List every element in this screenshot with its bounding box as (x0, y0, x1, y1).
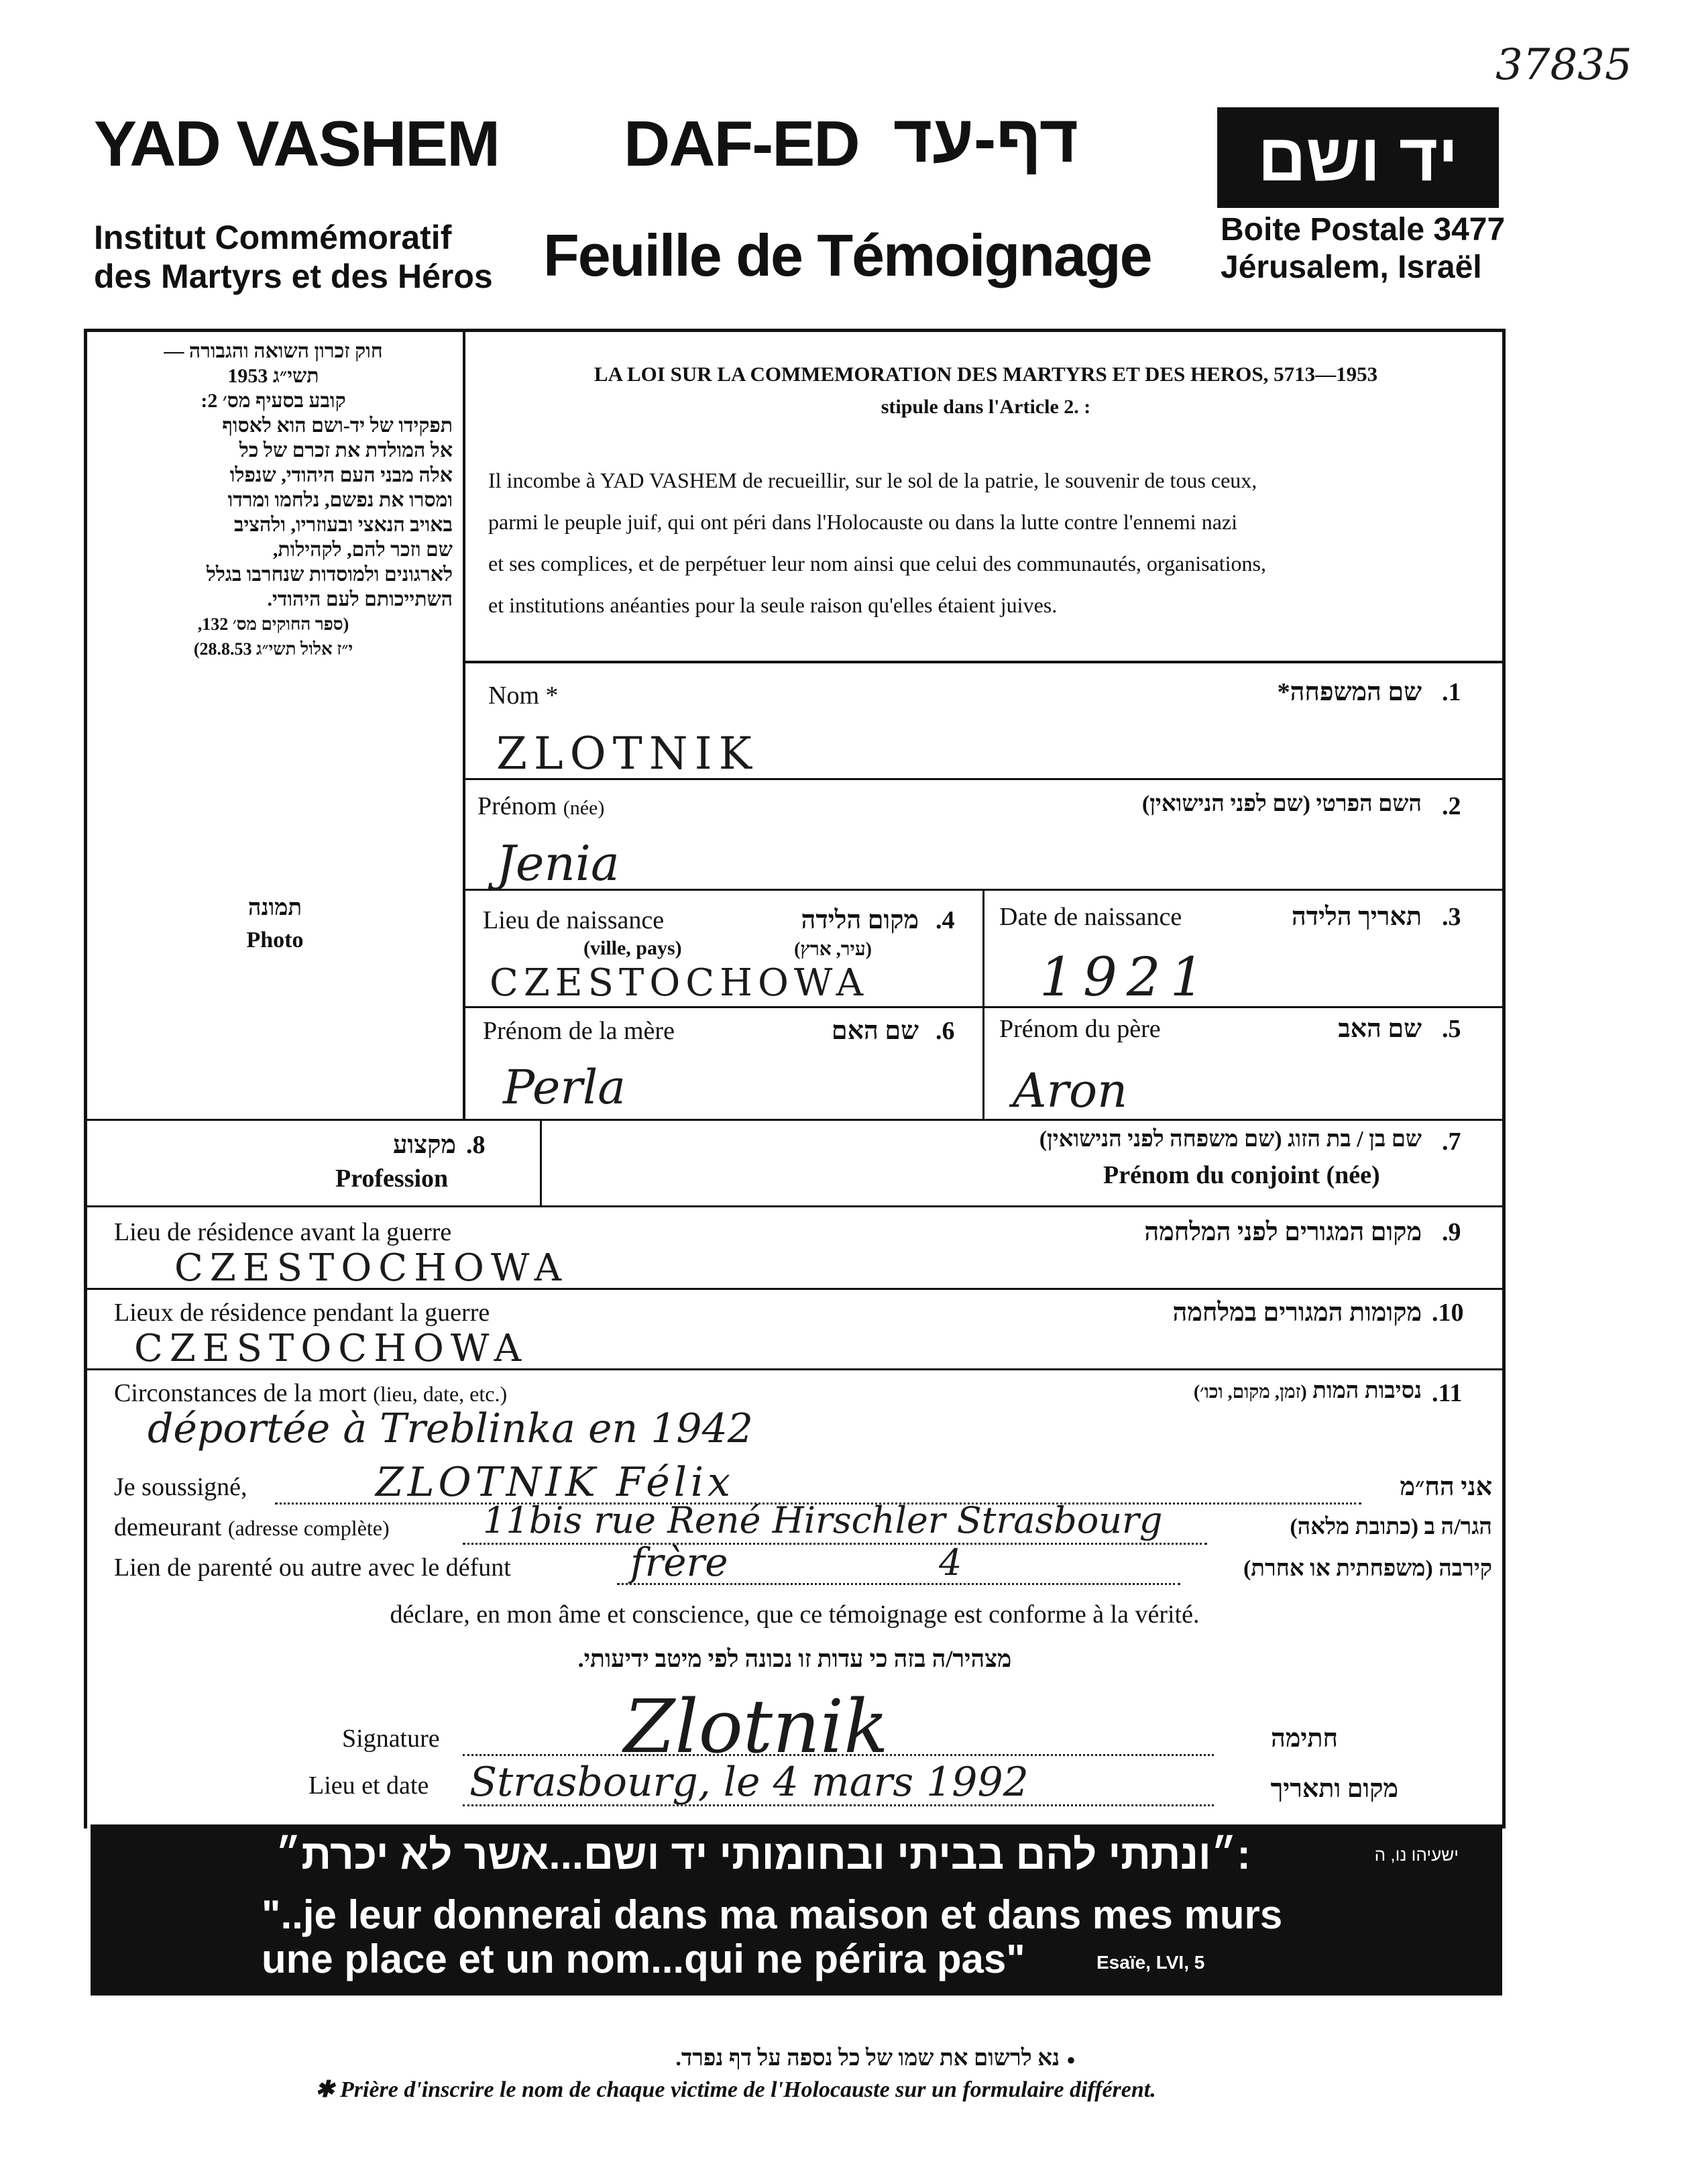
law-hebrew-line: קובע בסעיף מס׳ 2: (201, 390, 346, 412)
banner-reference-hebrew: ישעיהו נו, ה (1374, 1845, 1459, 1865)
death-circumstances-label (114, 1378, 507, 1408)
birthdate-value: 1921 (1039, 946, 1214, 1008)
kinship-label: Lien de parenté ou autre avec le défunt (114, 1553, 511, 1582)
birthplace-label-hebrew-note: (עיר, ארץ) (794, 939, 872, 960)
banner-quote-line-1: "..je leur donnerai dans ma maison et dans mes murs (262, 1892, 1283, 1937)
institute-line-1: Institut Commémoratif (94, 219, 452, 256)
residence-during-number: .10 (1432, 1299, 1464, 1327)
witness-name-value: ZLOTNIK Félix (376, 1459, 734, 1506)
postal-address (1221, 211, 1505, 286)
address-line-2: Jérusalem, Israël (1221, 250, 1482, 285)
row-birth-bottom (463, 1006, 1506, 1008)
residence-before-value: CZESTOCHOWA (174, 1246, 569, 1290)
address-label-text: demeurant (114, 1513, 222, 1541)
institute-line-2: des Martyrs et des Héros (94, 258, 493, 295)
nom-label: Nom * (488, 681, 559, 710)
prenom-number: .2 (1442, 792, 1461, 820)
place-date-label-hebrew: מקום ותאריך (1270, 1775, 1398, 1803)
kinship-value: frère (630, 1539, 728, 1585)
law-hebrew-line: ומסרו את נפשם, נלחמו ומרדו (227, 489, 453, 511)
residence-before-label-hebrew: מקום המגורים לפני המלחמה (1144, 1218, 1422, 1246)
law-hebrew-line: אל המולדת את זכרם של כל (239, 439, 453, 461)
law-hebrew-line: השתייכותם לעם היהודי. (267, 588, 453, 610)
form-top-border (84, 329, 1506, 332)
mother-name-value: Perla (503, 1060, 626, 1115)
residence-before-label: Lieu de résidence avant la guerre (114, 1218, 452, 1246)
place-date-value: Strasbourg, le 4 mars 1992 (469, 1759, 1029, 1806)
address-label-note: (adresse complète) (227, 1516, 390, 1540)
signature-label: Signature (342, 1725, 440, 1753)
declaration-hebrew: מצהיר/ה בזה כי עדות זו נכונה לפי מיטב ידיעותי. (577, 1645, 1012, 1672)
law-hebrew-line: (ספר החוקים מס׳ 132, (197, 614, 349, 634)
yad-vashem-logo (1217, 107, 1499, 208)
law-line: parmi le peuple juif, qui ont péri dans l'Holocauste ou dans la lutte contre l'ennemi nazi (488, 510, 1237, 534)
law-hebrew-line: שם וזכר להם, לקהילות, (272, 539, 453, 561)
prenom-label-text: Prénom (477, 792, 557, 820)
mother-name-label-hebrew: שם האם (831, 1017, 919, 1045)
death-circumstances-number: .11 (1432, 1379, 1463, 1407)
law-title: LA LOI SUR LA COMMEMORATION DES MARTYRS ET DES HEROS, 5713—1953 (594, 362, 1378, 386)
banner-quote-hebrew: :״ונתתי להם בביתי ובחומותי יד ושם...אשר לא יכרת״ (275, 1832, 1251, 1878)
birthdate-number: .3 (1442, 903, 1461, 931)
law-line: et ses complices, et de perpétuer leur nom ainsi que celui des communautés, organisations, (488, 551, 1266, 576)
banner-reference: Esaïe, LVI, 5 (1096, 1952, 1205, 1973)
footer-note-french-text: Prière d'inscrire le nom de chaque victime de l'Holocauste sur un formulaire différent. (340, 2077, 1156, 2102)
birthplace-number: .4 (936, 906, 955, 934)
profession-divider (540, 1119, 542, 1206)
father-name-label-hebrew: שם האב (1338, 1015, 1422, 1043)
signature-value: Zlotnik (624, 1684, 889, 1769)
left-column-divider (463, 329, 465, 1120)
signature-label-hebrew: חתימה (1270, 1725, 1338, 1753)
profession-label: Profession (335, 1164, 449, 1193)
address-label-hebrew: הגר/ה ב (כתובת מלאה) (1290, 1515, 1492, 1539)
address-value: 11bis rue René Hirschler Strasbourg (483, 1499, 1163, 1541)
birthdate-label: Date de naissance (999, 903, 1182, 931)
nom-label-hebrew: שם המשפחה* (1277, 678, 1422, 706)
address-label (114, 1513, 390, 1542)
birthplace-value: CZESTOCHOWA (490, 961, 869, 1005)
org-name: YAD VASHEM (94, 108, 500, 180)
law-hebrew-line: לארגונים ולמוסדות שנחרבו בגלל (206, 563, 453, 586)
nom-number: .1 (1442, 678, 1461, 706)
law-hebrew-line: תשי״ג 1953 (227, 365, 319, 387)
form-title: Feuille de Témoignage (543, 222, 1151, 288)
death-circumstances-value: déportée à Treblinka en 1942 (148, 1405, 753, 1452)
declaration: déclare, en mon âme et conscience, que ce témoignage est conforme à la vérité. (390, 1600, 1200, 1629)
father-name-value: Aron (1013, 1063, 1128, 1118)
death-circumstances-label-text: Circonstances de la mort (114, 1379, 367, 1407)
archive-number: 37835 (1496, 40, 1632, 90)
law-subtitle: stipule dans l'Article 2. : (881, 396, 1091, 418)
place-date-label: Lieu et date (308, 1771, 429, 1800)
nom-value: ZLOTNIK (496, 728, 758, 779)
spouse-number: .7 (1442, 1128, 1461, 1156)
footer-note-hebrew: נא לרשום את שמו של כל נספה על דף נפרד. (675, 2046, 1060, 2071)
kinship-mark: 4 (939, 1541, 962, 1584)
law-line: Il incombe à YAD VASHEM de recueillir, sur le sol de la patrie, le souvenir de tous ceux, (488, 468, 1257, 492)
birthplace-label-hebrew: מקום הלידה (801, 906, 919, 934)
birthdate-label-hebrew: תאריך הלידה (1291, 903, 1422, 931)
residence-during-label-hebrew: מקומות המגורים במלחמה (1172, 1299, 1422, 1327)
institute-name (94, 218, 493, 296)
photo-label-hebrew: תמונה (247, 895, 302, 920)
residence-during-label: Lieux de résidence pendant la guerre (114, 1299, 490, 1327)
law-hebrew-line: באויב הנאצי ובעוזריו, ולהציב (233, 514, 453, 536)
address-line (463, 1543, 1207, 1545)
law-hebrew-line: י״ז אלול תשי״ג 28.8.53) (193, 639, 353, 659)
law-line: et institutions anéanties pour la seule raison qu'elles étaient juives. (488, 593, 1058, 617)
law-box-hebrew (94, 339, 453, 661)
prenom-label-hebrew: השם הפרטי (שם לפני הנישואין) (1141, 791, 1422, 816)
prenom-label-note: (née) (563, 797, 605, 819)
address-line-1: Boite Postale 3477 (1221, 212, 1506, 248)
residence-before-number: .9 (1442, 1218, 1461, 1246)
death-circumstances-hebrew-note: (זמן, מקום, וכו׳) (1193, 1382, 1307, 1403)
law-box-bottom (463, 661, 1506, 663)
footer-asterisk-hebrew: • (1066, 2045, 1076, 2075)
form-name: DAF-ED (624, 108, 859, 180)
spouse-label-hebrew: שם בן / בת הזוג (שם משפחה לפני הנישואין) (1039, 1127, 1422, 1152)
death-circumstances-hebrew-text: נסיבות המות (1312, 1378, 1422, 1403)
logo-text: יד ושם (1257, 120, 1459, 195)
birthplace-label-note: (ville, pays) (583, 937, 682, 959)
banner-quote-line-2: une place et un nom...qui ne périra pas" (262, 1936, 1025, 1981)
witness-label-hebrew: אני הח״מ (1400, 1473, 1492, 1501)
witness-label: Je soussigné, (114, 1473, 247, 1501)
law-hebrew-line: חוק זכרון השואה והגבורה — (164, 340, 383, 362)
quote-banner (91, 1824, 1502, 1996)
father-name-label: Prénom du père (999, 1015, 1161, 1043)
prenom-value: Jenia (496, 835, 620, 891)
law-hebrew-line: תפקידו של יד-ושם הוא לאסוף (222, 415, 453, 437)
row-profession-bottom (84, 1205, 1506, 1207)
mother-name-number: .6 (936, 1017, 955, 1045)
kinship-label-hebrew: קירבה (משפחתית או אחרת) (1243, 1556, 1492, 1581)
profession-label-hebrew: מקצוע (393, 1131, 456, 1159)
father-name-number: .5 (1442, 1015, 1461, 1043)
law-body (488, 459, 1494, 626)
mother-name-label: Prénom de la mère (483, 1017, 675, 1045)
birth-column-divider (982, 889, 984, 1120)
death-circumstances-label-hebrew (1073, 1378, 1422, 1404)
residence-during-value: CZESTOCHOWA (134, 1327, 528, 1370)
birthplace-label: Lieu de naissance (483, 906, 665, 934)
footer-note-french: ✱ Prière d'inscrire le nom de chaque victime de l'Holocauste sur un formulaire différent. (315, 2077, 1156, 2102)
death-circumstances-label-note: (lieu, date, etc.) (373, 1382, 508, 1406)
form-right-border (1502, 329, 1506, 1828)
photo-label: Photo (246, 928, 304, 952)
profession-number: .8 (466, 1131, 486, 1159)
form-name-hebrew: דף-עד (893, 101, 1079, 176)
law-hebrew-line: אלה מבני העם היהודי, שנפלו (229, 464, 453, 486)
row-parents-bottom (84, 1119, 1506, 1121)
prenom-label (477, 791, 604, 821)
spouse-label: Prénom du conjoint (née) (1103, 1161, 1380, 1189)
